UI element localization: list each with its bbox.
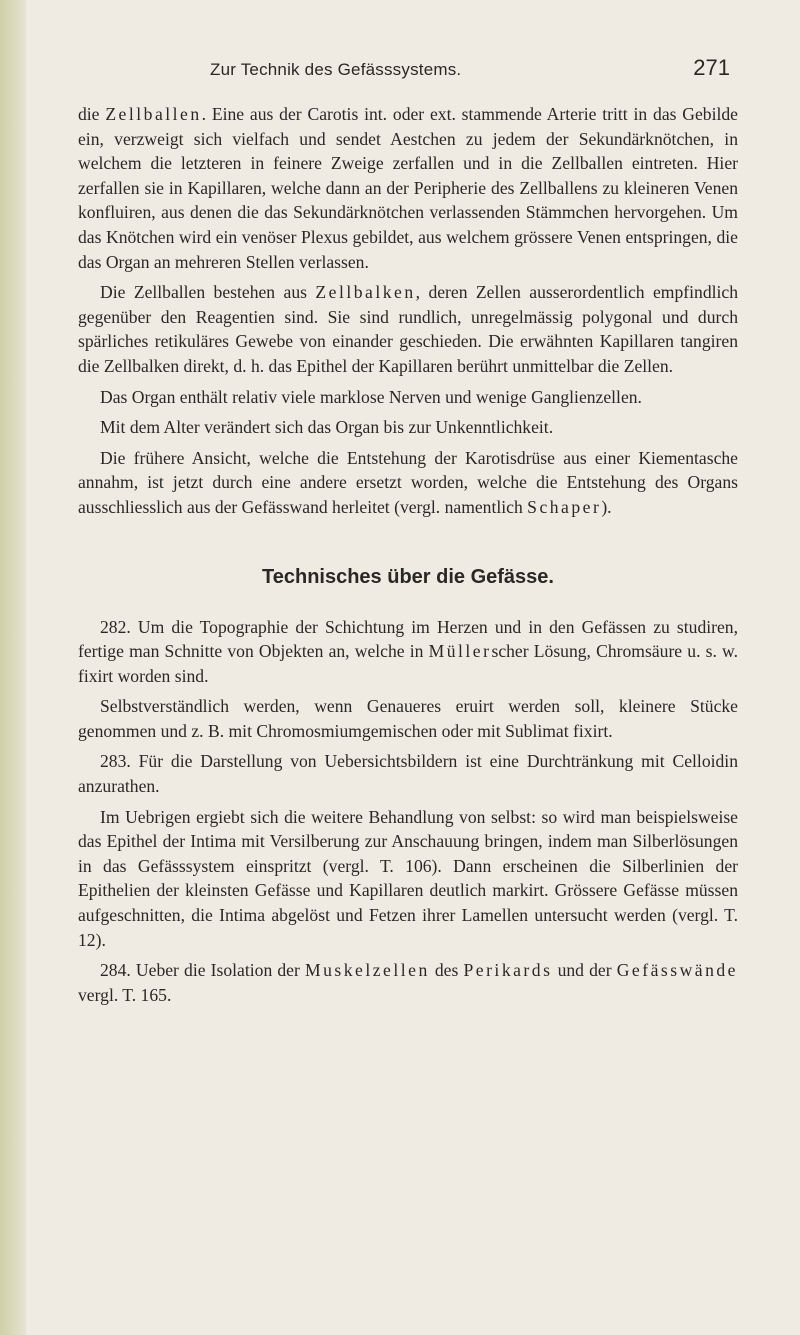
paragraph-282 bbox=[78, 615, 738, 689]
paragraph-alter: Mit dem Alter verändert sich das Organ bis zur Unkenntlichkeit. bbox=[100, 417, 554, 438]
emphasis-mueller: Müller bbox=[428, 641, 492, 662]
text-run: ). bbox=[601, 496, 612, 517]
text-run: des bbox=[429, 960, 464, 981]
text-run: , deren Zellen ausserordentlich empfindlich gegenüber den Reagentien sind. Sie sind rundlich, unregelmässig polygonal und durch spärliches retikuläres Gewebe von einander geschieden. Die erwähnten Kapillaren tangiren die Zellbalken direkt, d. h. das Epithel der Kapillaren berührt unmittelbar die Zellen. bbox=[78, 282, 738, 376]
paragraph-zellbalken bbox=[78, 280, 738, 378]
paragraph-uebrigen: Im Uebrigen ergiebt sich die weitere Behandlung von selbst: so wird man beispielsweise das Epithel der Intima mit Versilberung zur Anschauung bringen, indem man Silberlösungen in das Gefässsystem einspritzt (vergl. T. 106). Dann erscheinen die Silberlinien der Epithelien der kleinsten Gefässe und Kapillaren deutlich markirt. Grössere Gefässe müssen aufgeschnitten, die Intima abgelöst und Fetzen ihrer Lamellen untersucht werden (vergl. T. 12). bbox=[78, 806, 738, 950]
text-run: Die frühere Ansicht, welche die Entstehung der Karotisdrüse aus einer Kiementasche annahm, ist jetzt durch eine andere ersetzt worden, welche die Entstehung des Organs ausschliesslich aus der Gefässwand herleitet (vergl. namentlich bbox=[78, 447, 738, 517]
paragraph-zellballen bbox=[78, 102, 738, 274]
text-run: vergl. T. 165. bbox=[78, 984, 172, 1005]
text-run: . Eine aus der Carotis int. oder ext. stammende Arterie tritt in das Gebilde ein, verzweigt sich vielfach und sendet Aestchen zu jedem der Sekundärknötchen, in welchem die letzteren in feinere Zweige zerfallen und in die Zellballen eintreten. Hier zerfallen sie in Kapillaren, welche dann an der Peripherie des Zellballens zu kleineren Venen konfluiren, aus denen die das Sekundärknötchen verlassenden Stämmchen hervorgehen. Um das Knötchen wird ein venöser Plexus gebildet, aus welchem grössere Venen entspringen, die das Organ an mehreren Stellen verlassen. bbox=[78, 104, 738, 272]
paragraph-nerven: Das Organ enthält relativ viele marklose Nerven und wenige Ganglienzellen. bbox=[100, 386, 642, 407]
emphasis-perikards: Perikards bbox=[463, 960, 553, 981]
paragraph-selbstverstaendlich: Selbstverständlich werden, wenn Genaueres eruirt werden soll, kleinere Stücke genommen und z. B. mit Chromosmiumgemischen oder mit Sublimat fixirt. bbox=[78, 696, 738, 741]
text-run: 282. Um die Topographie der Schichtung im Herzen und in den Gefässen zu studiren, fertige man Schnitte von Objekten an, welche in bbox=[78, 616, 738, 662]
page-binding-edge bbox=[0, 0, 26, 1335]
text-run: Die Zellballen bestehen aus bbox=[100, 282, 316, 303]
emphasis-muskelzellen: Muskelzellen bbox=[304, 960, 430, 981]
emphasis-gefaesswaende: Gefässwände bbox=[616, 960, 738, 981]
page-header bbox=[210, 50, 730, 80]
running-title: Zur Technik des Gefässsystems. bbox=[210, 60, 462, 79]
section-heading: Technisches über die Gefässe. bbox=[262, 565, 554, 588]
emphasis-schaper: Schaper bbox=[527, 496, 602, 517]
text-run: 284. Ueber die Isolation der bbox=[100, 960, 305, 981]
page-number: 271 bbox=[693, 55, 730, 80]
paragraph-284 bbox=[78, 958, 738, 1007]
page-body bbox=[78, 102, 738, 1007]
text-run: die bbox=[78, 104, 106, 124]
paragraph-entstehung bbox=[78, 446, 738, 520]
paragraph-283: 283. Für die Darstellung von Uebersichtsbildern ist eine Durchtränkung mit Celloidin anzurathen. bbox=[78, 751, 738, 797]
text-run: scher Lösung, Chromsäure u. s. w. fixirt worden sind. bbox=[78, 641, 739, 686]
emphasis-zellballen: Zellballen bbox=[105, 104, 202, 124]
emphasis-zellbalken: Zellbalken bbox=[315, 282, 416, 303]
text-run: und der bbox=[552, 960, 617, 981]
